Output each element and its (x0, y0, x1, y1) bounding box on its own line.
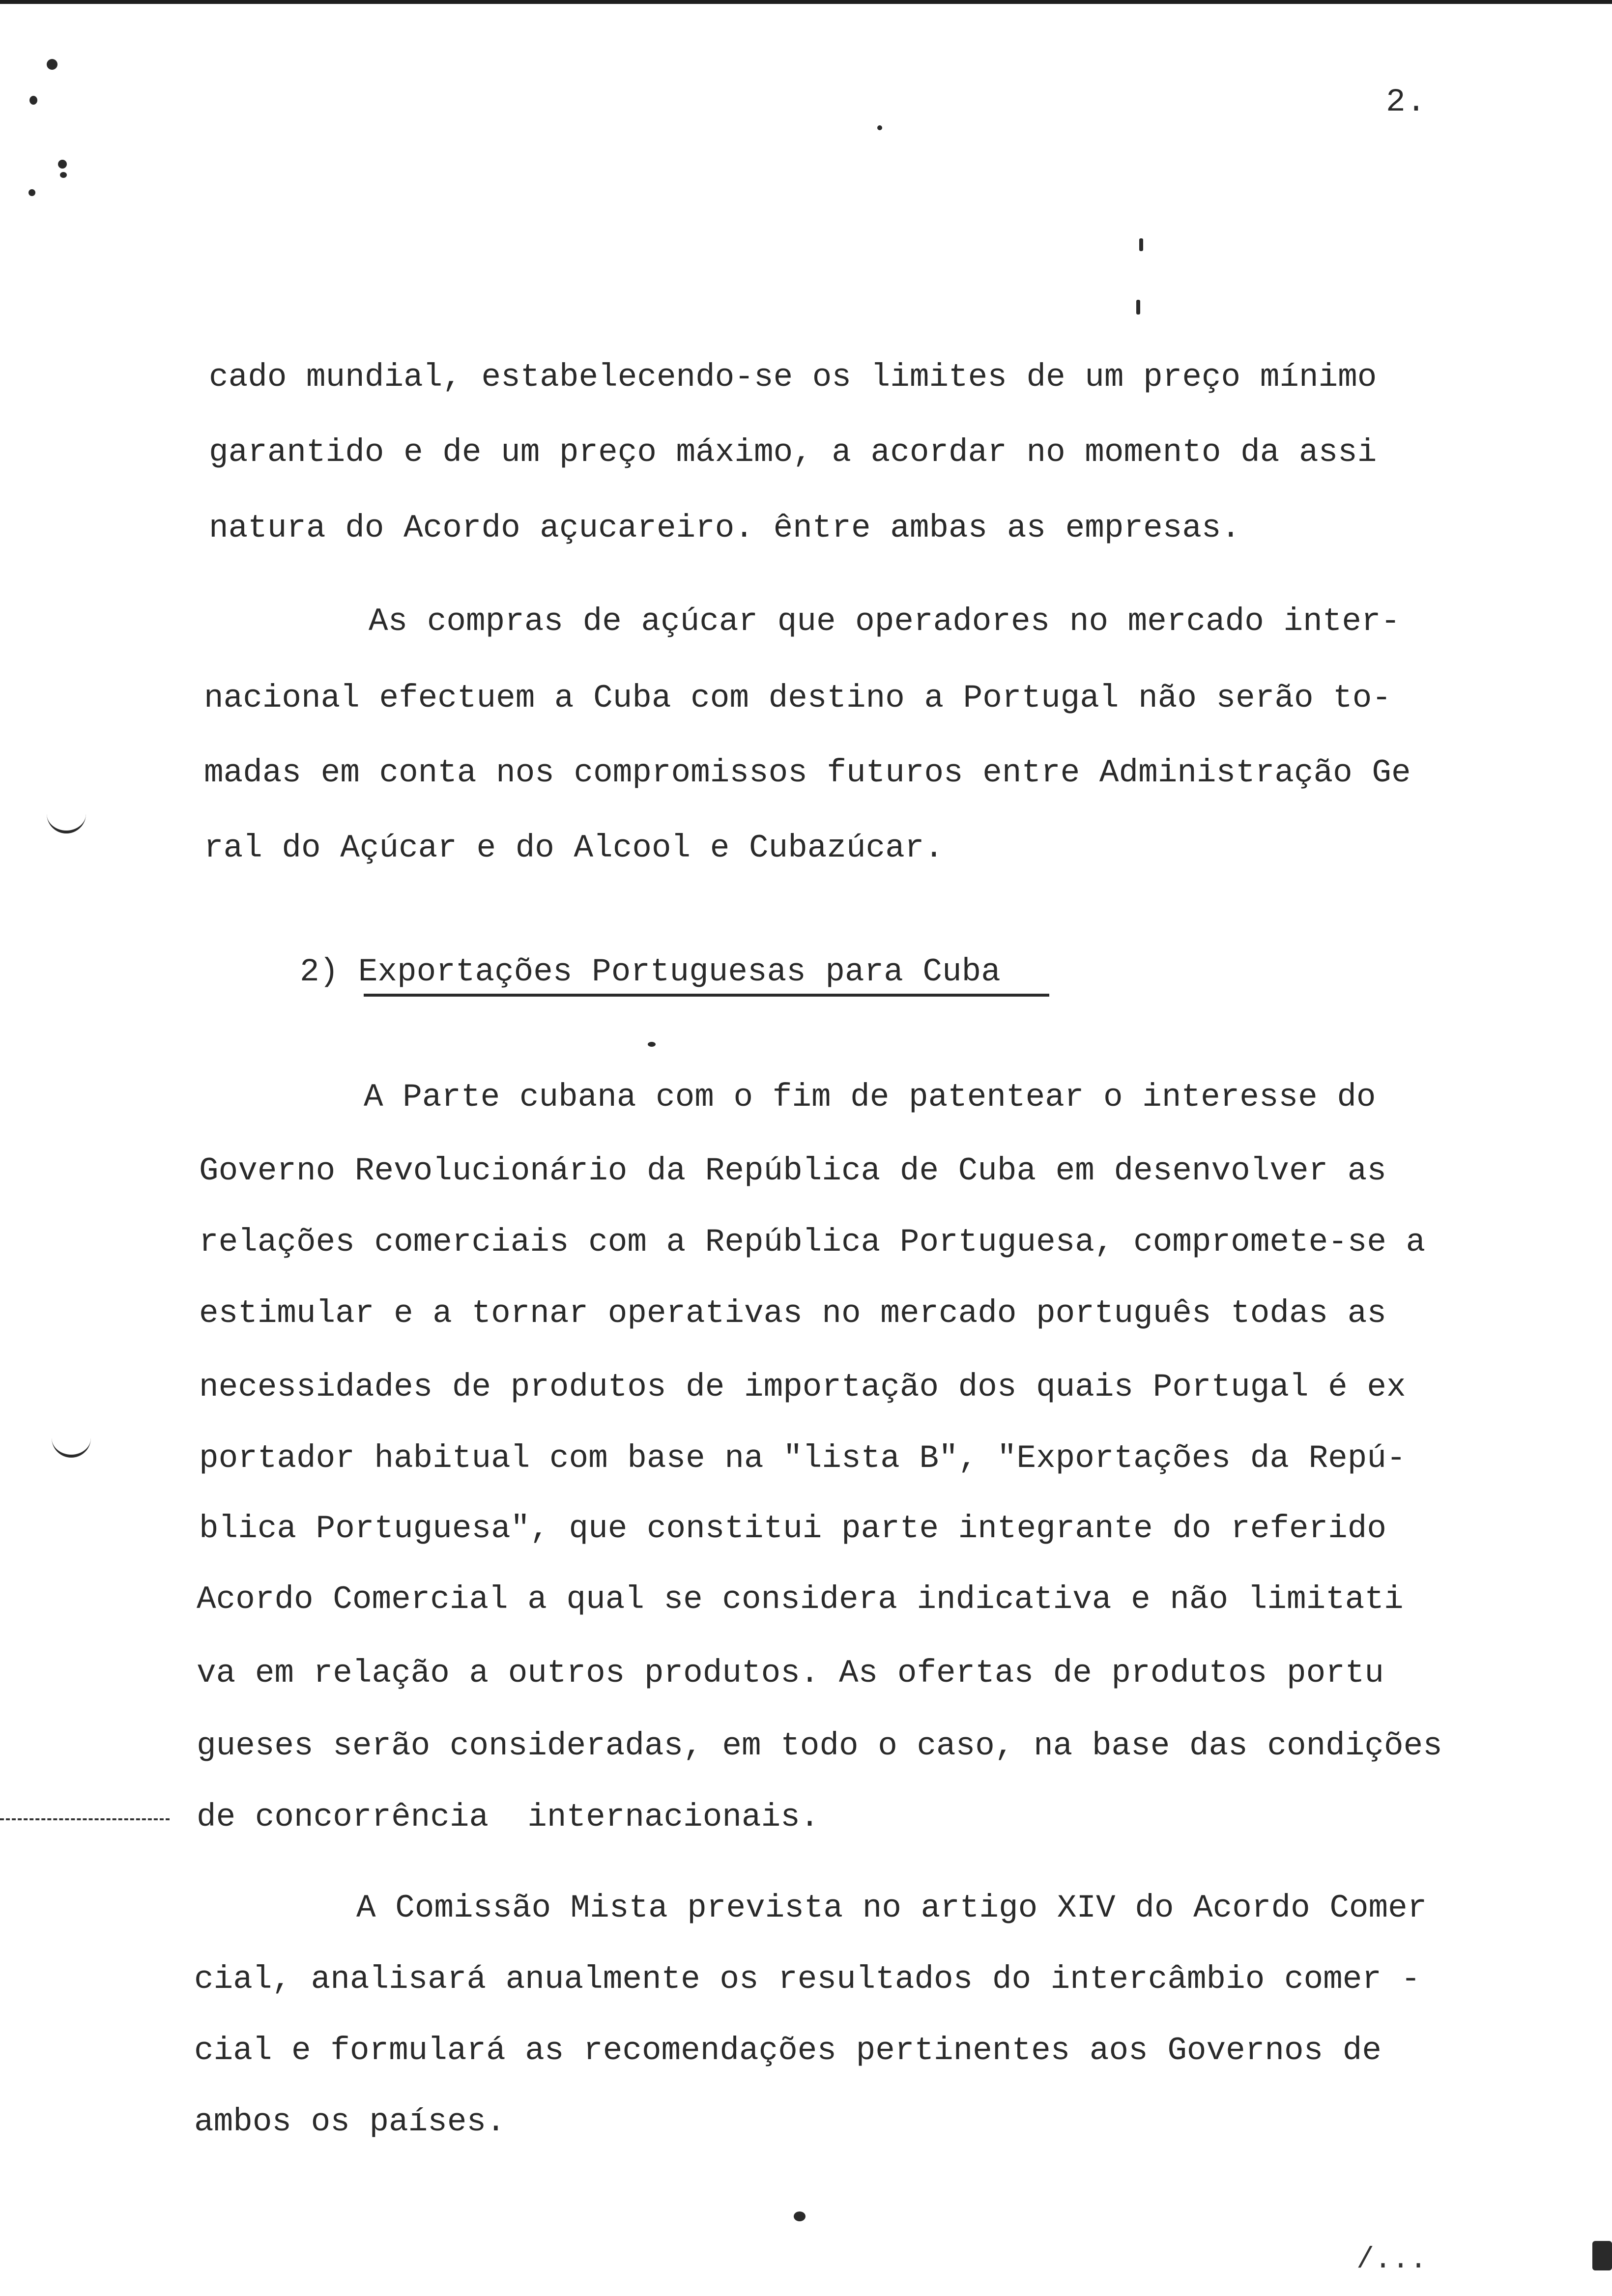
continuation-mark: /... (1356, 2243, 1428, 2277)
scan-speck (29, 189, 35, 196)
paragraph-line: A Parte cubana com o fim de patentear o interesse do (364, 1079, 1376, 1116)
page-top-edge (0, 0, 1612, 4)
paragraph-line: Governo Revolucionário da República de Cuba em desenvolver as (199, 1152, 1386, 1189)
paragraph-line: ambos os países. (194, 2103, 506, 2140)
paragraph-line: nacional efectuem a Cuba com destino a Portugal não serão to- (204, 680, 1391, 717)
paragraph-line: va em relação a outros produtos. As ofertas de produtos portu (197, 1655, 1384, 1692)
paragraph-line: A Comissão Mista prevista no artigo XIV do Acordo Comer (356, 1890, 1427, 1926)
paragraph-line: madas em conta nos compromissos futuros entre Administração Ge (204, 754, 1411, 791)
scan-speck (29, 96, 37, 105)
scan-speck (1139, 238, 1143, 251)
paragraph-line: natura do Acordo açucareiro. êntre ambas as empresas. (209, 510, 1241, 546)
scan-speck (58, 160, 67, 169)
scan-speck (648, 1042, 656, 1047)
paragraph-line: blica Portuguesa", que constitui parte integrante do referido (199, 1510, 1386, 1547)
paragraph-line: cado mundial, estabelecendo-se os limites de um preço mínimo (209, 359, 1377, 396)
scan-speck (1592, 2241, 1612, 2270)
paragraph-line: de concorrência internacionais. (197, 1799, 820, 1836)
section-heading-underline (364, 994, 1049, 997)
section-heading (300, 953, 1001, 990)
paragraph-line: gueses serão consideradas, em todo o caso, na base das condições (197, 1727, 1442, 1764)
paragraph-line: cial e formulará as recomendações pertinentes aos Governos de (194, 2032, 1382, 2069)
scan-speck (794, 2211, 806, 2221)
paragraph-line: relações comerciais com a República Portuguesa, compromete-se a (199, 1224, 1426, 1261)
page-number: 2. (1386, 84, 1427, 120)
paragraph-line: Acordo Comercial a qual se considera indicativa e não limitati (197, 1581, 1404, 1618)
scan-speck (60, 172, 67, 178)
paragraph-line: estimular e a tornar operativas no mercado português todas as (199, 1295, 1386, 1332)
paragraph-line: necessidades de produtos de importação dos quais Portugal é ex (199, 1369, 1406, 1406)
paragraph-line: garantido e de um preço máximo, a acordar no momento da assi (209, 434, 1377, 471)
punch-hole-mark (47, 811, 86, 833)
paragraph-line: ral do Açúcar e do Alcool e Cubazúcar. (204, 830, 944, 866)
scan-speck (1136, 300, 1140, 315)
scan-speck (47, 59, 58, 70)
margin-dashed-line (0, 1818, 170, 1822)
paragraph-line: cial, analisará anualmente os resultados do intercâmbio comer - (194, 1961, 1421, 1998)
section-heading-number: 2) (300, 953, 339, 990)
paragraph-line: As compras de açúcar que operadores no mercado inter- (369, 603, 1401, 640)
scan-speck (877, 125, 882, 130)
section-heading-title: Exportações Portuguesas para Cuba (358, 953, 1001, 990)
punch-hole-mark (52, 1435, 91, 1458)
paragraph-line: portador habitual com base na "lista B", "Exportações da Repú- (199, 1440, 1406, 1477)
